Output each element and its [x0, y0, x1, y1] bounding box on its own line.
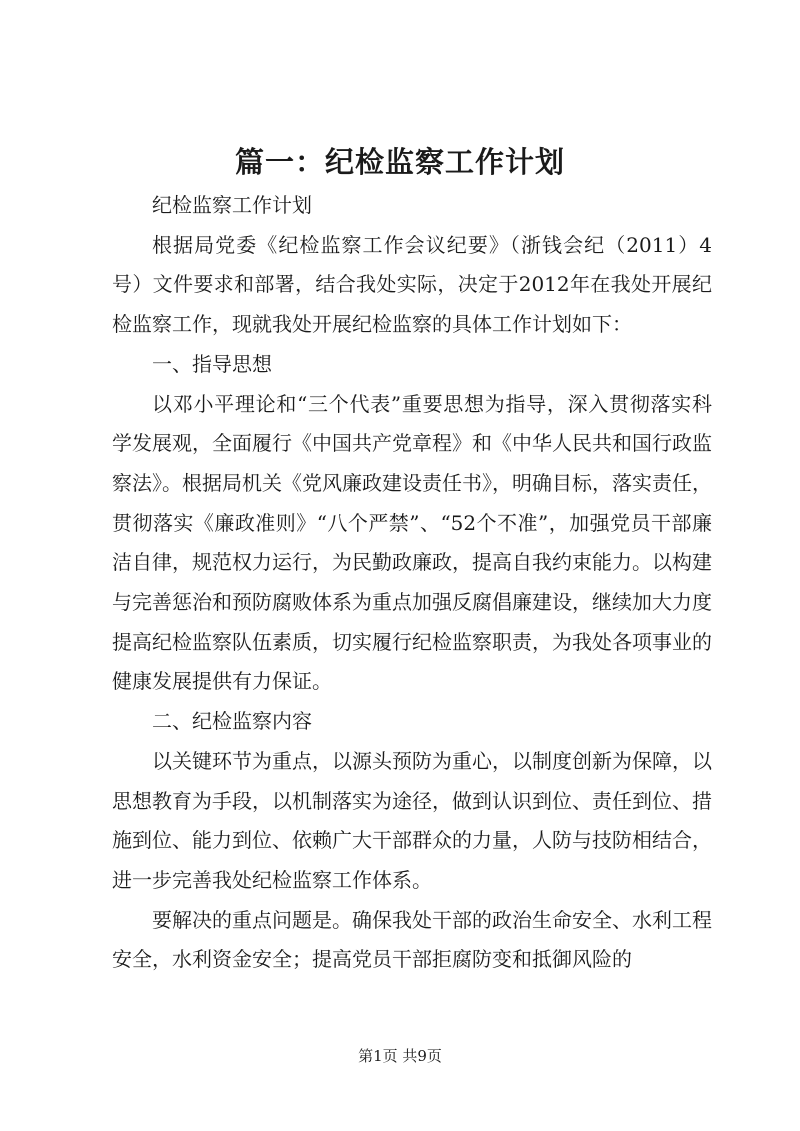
section-heading-inspection-content: 二、纪检监察内容 — [152, 709, 312, 734]
page-number-footer: 第1页 共9页 — [358, 1047, 442, 1065]
page-title: 篇一：纪检监察工作计划 — [234, 145, 565, 179]
paragraph-key-issues: 要解决的重点问题是。确保我处干部的政治生命安全、水利工程安全，水利资金安全；提高党员干部拒腐防变和抵御风险的 — [112, 907, 712, 972]
paragraph-guiding-ideology: 以邓小平理论和“三个代表”重要思想为指导，深入贯彻落实科学发展观，全面履行《中国共产党章程》和《中华人民共和国行政监察法》。根据局机关《党风廉政建设责任书》，明确目标，落实责任，贯彻落实《廉政准则》“八个严禁”、“52个不准”，加强党员干部廉洁自律，规范权力运行，为民勤政廉政，提高自我约束能力。以构建与完善惩治和预防腐败体系为重点加强反腐倡廉建设，继续加大力度提高纪检监察队伍素质，切实履行纪检监察职责，为我处各项事业的健康发展提供有力保证。 — [112, 391, 712, 694]
document-body — [112, 186, 712, 980]
paragraph-subtitle: 纪检监察工作计划 — [152, 193, 312, 217]
paragraph-inspection-content: 以关键环节为重点，以源头预防为重心，以制度创新为保障，以思想教育为手段，以机制落实为途径，做到认识到位、责任到位、措施到位、能力到位、依赖广大干部群众的力量，人防与技防相结合，进一步完善我处纪检监察工作体系。 — [112, 748, 712, 892]
paragraph-intro: 根据局党委《纪检监察工作会议纪要》（浙钱会纪（2011）4号）文件要求和部署，结合我处实际，决定于2012年在我处开展纪检监察工作，现就我处开展纪检监察的具体工作计划如下： — [112, 232, 712, 337]
section-heading-guiding-ideology: 一、指导思想 — [152, 351, 272, 376]
